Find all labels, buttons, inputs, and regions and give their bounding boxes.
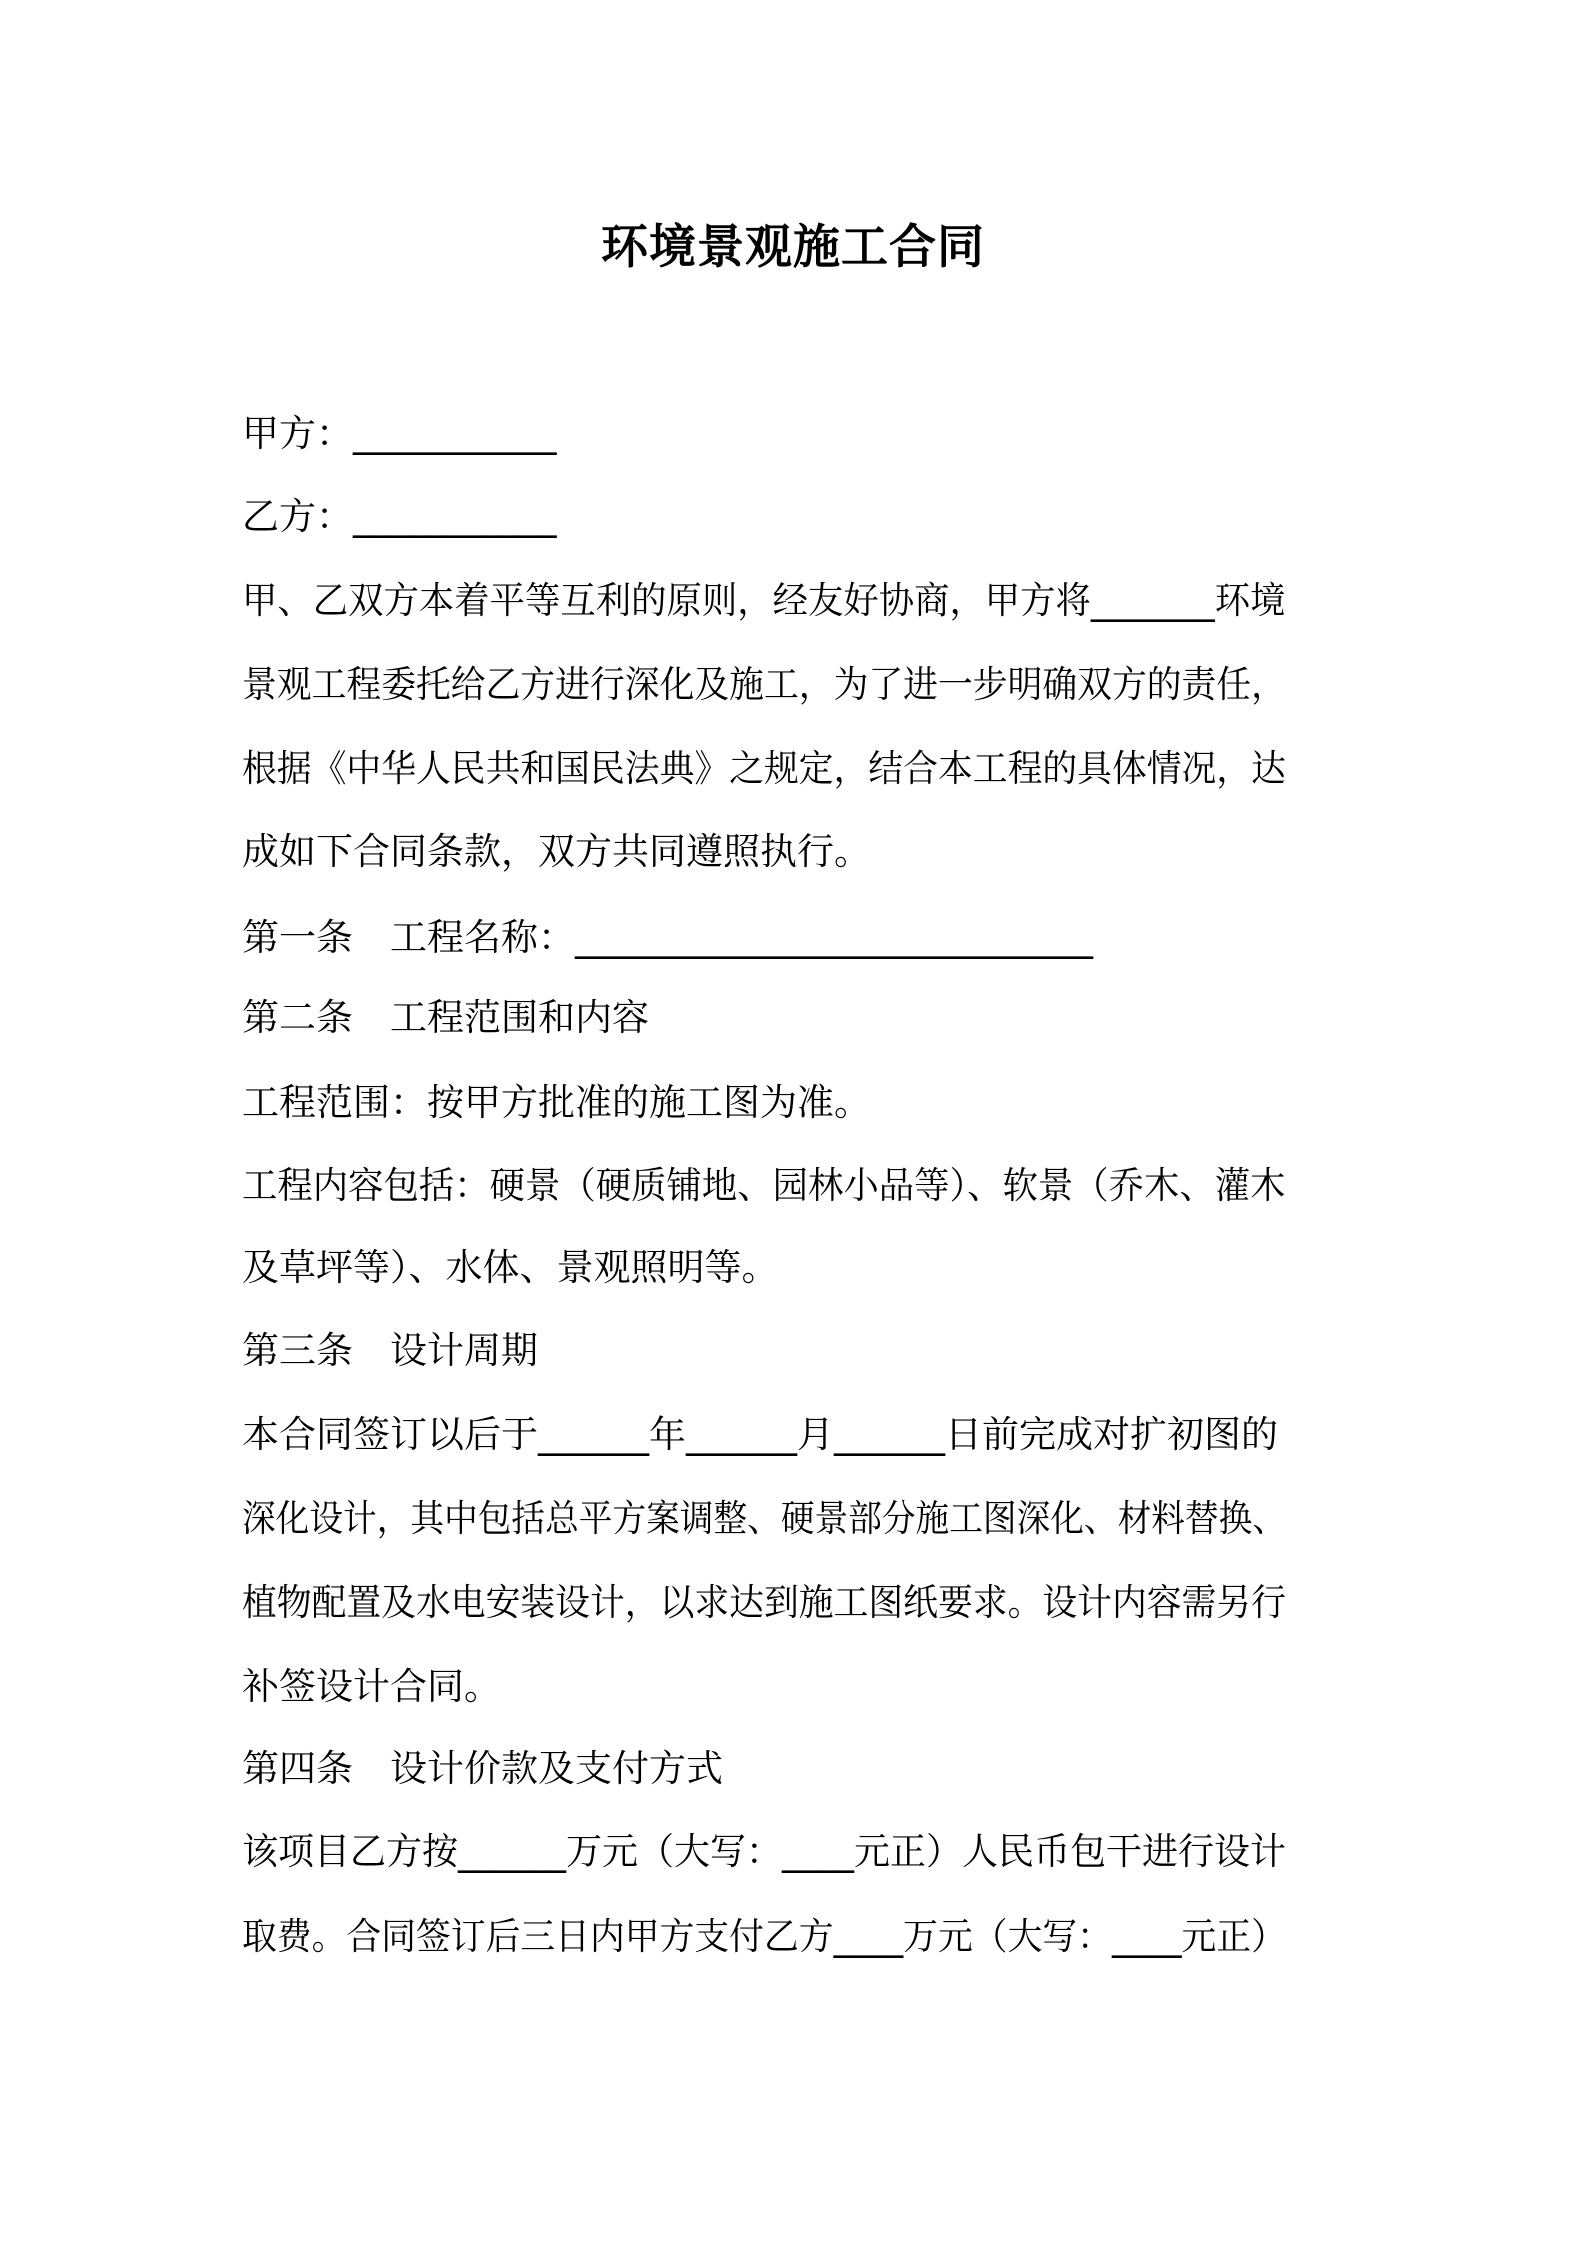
preamble-line-2: 景观工程委托给乙方进行深化及施工，为了进一步明确双方的责任， — [242, 663, 1286, 706]
preamble-line-1: 甲、乙双方本着平等互利的原则，经友好协商，甲方将_______环境 — [242, 579, 1286, 622]
project-content-line-2: 及草坪等）、水体、景观照明等。 — [242, 1246, 779, 1289]
preamble-line-4: 成如下合同条款，双方共同遵照执行。 — [242, 830, 871, 873]
design-period-line-3: 植物配置及水电安装设计，以求达到施工图纸要求。设计内容需另行 — [242, 1581, 1286, 1624]
party-b-line: 乙方：___________ — [242, 495, 557, 538]
article-4-heading: 第四条 设计价款及支付方式 — [242, 1747, 723, 1790]
payment-line-1: 该项目乙方按______万元（大写：____元正）人民币包干进行设计 — [242, 1830, 1287, 1873]
party-a-line: 甲方：___________ — [242, 412, 557, 455]
project-content-line-1: 工程内容包括：硬景（硬质铺地、园林小品等）、软景（乔木、灌木 — [242, 1164, 1286, 1207]
design-period-line-1: 本合同签订以后于______年______月______日前完成对扩初图的 — [242, 1413, 1278, 1456]
article-1-heading: 第一条 工程名称：____________________________ — [242, 916, 1093, 959]
project-scope-line: 工程范围：按甲方批准的施工图为准。 — [242, 1081, 871, 1124]
document-title: 环境景观施工合同 — [601, 220, 985, 275]
article-3-heading: 第三条 设计周期 — [242, 1329, 538, 1372]
article-2-heading: 第二条 工程范围和内容 — [242, 996, 649, 1039]
payment-line-2: 取费。合同签订后三日内甲方支付乙方____万元（大写：____元正） — [242, 1915, 1286, 1958]
preamble-line-3: 根据《中华人民共和国民法典》之规定，结合本工程的具体情况，达 — [242, 747, 1286, 790]
design-period-line-2: 深化设计，其中包括总平方案调整、硬景部分施工图深化、材料替换、 — [242, 1497, 1286, 1540]
design-period-line-4: 补签设计合同。 — [242, 1665, 501, 1708]
